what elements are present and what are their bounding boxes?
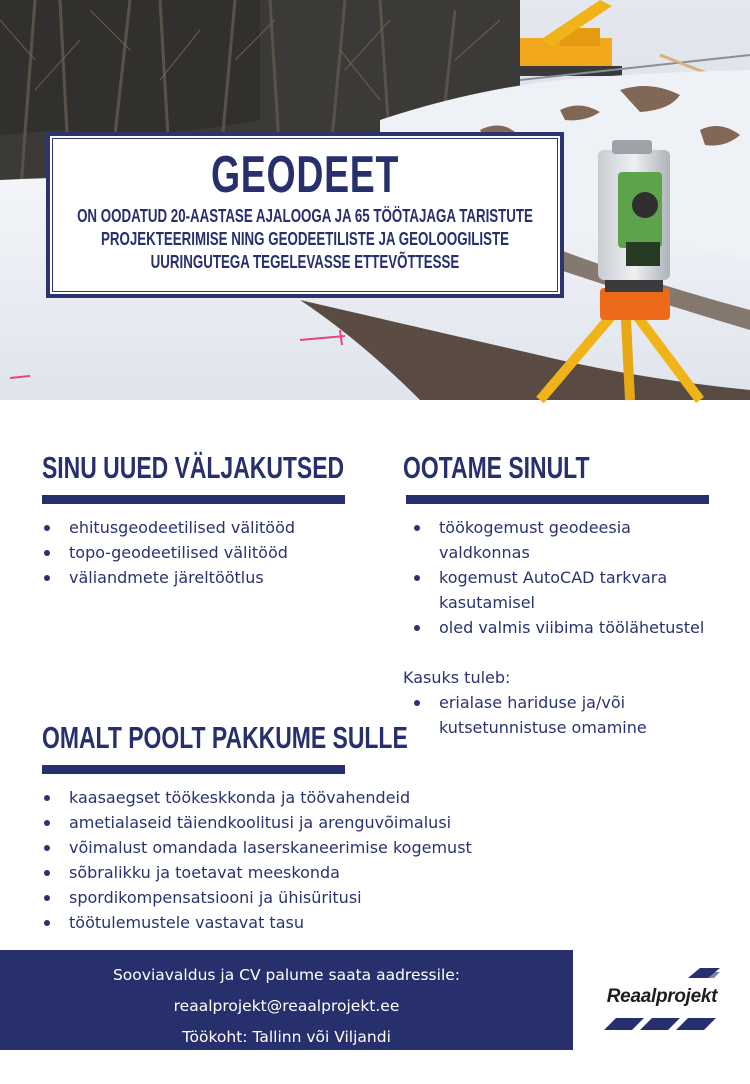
- bonus-label: Kasuks tuleb:: [403, 668, 511, 687]
- list-item: sõbralikku ja toetavat meeskonda: [42, 860, 562, 885]
- list-item: spordikompensatsiooni ja ühisüritusi: [42, 885, 562, 910]
- company-logo: [596, 966, 728, 1036]
- list-item: oled valmis viibima töölähetustel: [412, 615, 722, 640]
- list-item: ametialaseid täiendkoolitusi ja arenguvõimalusi: [42, 810, 562, 835]
- section-title-expect: OOTAME SINULT: [403, 450, 590, 485]
- website-link[interactable]: www.reaalprojekt.ee: [207, 1059, 366, 1077]
- contact-footer: [0, 950, 573, 1077]
- list-item: topo-geodeetilised välitööd: [42, 540, 362, 565]
- expect-list: [412, 515, 722, 640]
- bonus-list: [412, 690, 712, 740]
- challenges-list: [42, 515, 362, 590]
- list-item: töötulemustele vastavat tasu: [42, 910, 562, 935]
- list-item: töökogemust geodeesia valdkonnas: [412, 515, 722, 565]
- section-divider: [42, 495, 345, 504]
- list-item: võimalust omandada laserskaneerimise kogemust: [42, 835, 562, 860]
- work-location: Töökoht: Tallinn või Viljandi: [182, 1028, 391, 1046]
- title-box: [46, 132, 564, 298]
- section-divider: [42, 765, 345, 774]
- section-title-offer: OMALT POOLT PAKKUME SULLE: [42, 720, 408, 755]
- section-title-challenges: SINU UUED VÄLJAKUTSED: [42, 450, 345, 485]
- total-station-icon: [598, 140, 670, 280]
- hero-photo: [0, 0, 750, 400]
- apply-instructions: Sooviavaldus ja CV palume saata aadressile: reaalprojekt@reaalprojekt.ee: [112, 966, 461, 1015]
- section-divider: [406, 495, 709, 504]
- list-item: kogemust AutoCAD tarkvara kasutamisel: [412, 565, 722, 615]
- offer-list: [42, 785, 562, 935]
- list-item: kaasaegset töökeskkonda ja töövahendeid: [42, 785, 562, 810]
- list-item: ehitusgeodeetilised välitööd: [42, 515, 362, 540]
- logo-wordmark: Reaalprojekt: [606, 986, 718, 1007]
- job-title: GEODEET: [210, 146, 400, 204]
- list-item: erialase hariduse ja/või kutsetunnistuse omamine: [412, 690, 712, 740]
- company-description: ON OODATUD 20-AASTASE AJALOOGA JA 65 TÖÖTAJAGA TARISTUTE PROJEKTEERIMISE NING GEODEETILISTE JA GEOLOOGILISTE UURINGUTEGA TEGELEVASSE ETTEVÕTTESSE: [77, 205, 533, 272]
- list-item: väliandmete järeltöötlus: [42, 565, 362, 590]
